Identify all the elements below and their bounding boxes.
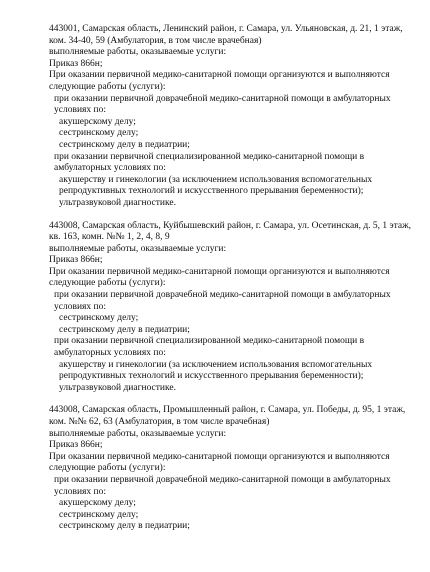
text-line: При оказании первичной медико-санитарной помощи организуются и выполняются следующие работы (услуги): xyxy=(49,266,393,289)
text-line: при оказании первичной специализированной медико-санитарной помощи в амбулаторных условиях по: xyxy=(54,336,367,359)
text-line: При оказании первичной медико-санитарной помощи организуются и выполняются следующие работы (услуги): xyxy=(49,70,393,92)
text-line: выполняемые работы, оказываемые услуги: xyxy=(49,47,227,58)
text-line: сестринскому делу; xyxy=(59,509,139,520)
text-line: выполняемые работы, оказываемые услуги: xyxy=(49,243,227,254)
address-section xyxy=(49,221,416,395)
address-line: 443001, Самарская область, Ленинский район, г. Самара, ул. Ульяновская, д. 21, 1 этаж, ком. 34-40, 59 (Амбулатория, в том числе врачебная) xyxy=(49,24,406,46)
text-line: акушерскому делу; xyxy=(59,116,136,127)
address-section xyxy=(49,24,416,210)
text-line: Приказ 866н; xyxy=(49,58,103,69)
text-line: сестринскому делу в педиатрии; xyxy=(59,521,190,532)
text-line: при оказании первичной доврачебной медико-санитарной помощи в амбулаторных условиях по: xyxy=(54,93,394,116)
text-line: Приказ 866н; xyxy=(49,440,103,451)
text-line: сестринскому делу; xyxy=(59,313,139,324)
text-line: ультразвуковой диагностике. xyxy=(59,382,176,393)
address-section xyxy=(49,405,416,533)
text-line: при оказании первичной доврачебной медико-санитарной помощи в амбулаторных условиях по: xyxy=(54,474,394,497)
text-line: сестринскому делу; xyxy=(59,128,139,139)
text-line: акушерству и гинекологии (за исключением использования вспомогательных репродуктивных технологий и искусственного прерывания беременности); xyxy=(59,359,375,382)
text-line: сестринскому делу в педиатрии; xyxy=(59,324,190,335)
text-line: при оказании первичной доврачебной медико-санитарной помощи в амбулаторных условиях по: xyxy=(54,290,394,312)
text-line: Приказ 866н; xyxy=(49,255,103,266)
address-line: 443008, Самарская область, Куйбышевский район, г. Самара, ул. Осетинская, д. 5, 1 этаж, кв. 163, комн. №№ 1, 2, 4, 8, 9 xyxy=(49,220,414,243)
text-line: выполняемые работы, оказываемые услуги: xyxy=(49,428,227,439)
text-line: при оказании первичной специализированной медико-санитарной помощи в амбулаторных условиях по: xyxy=(54,151,367,174)
text-line: акушерству и гинекологии (за исключением использования вспомогательных репродуктивных технологий и искусственного прерывания беременности); xyxy=(59,174,375,197)
address-line: 443008, Самарская область, Промышленный район, г. Самара, ул. Победы, д. 95, 1 этаж, ком. №№ 62, 63 (Амбулатория, в том числе врачебная) xyxy=(49,405,408,427)
text-line: акушерскому делу; xyxy=(59,498,136,509)
text-line: сестринскому делу в педиатрии; xyxy=(59,139,190,150)
text-line: При оказании первичной медико-санитарной помощи организуются и выполняются следующие работы (услуги): xyxy=(49,451,393,474)
text-line: ультразвуковой диагностике. xyxy=(59,197,176,208)
